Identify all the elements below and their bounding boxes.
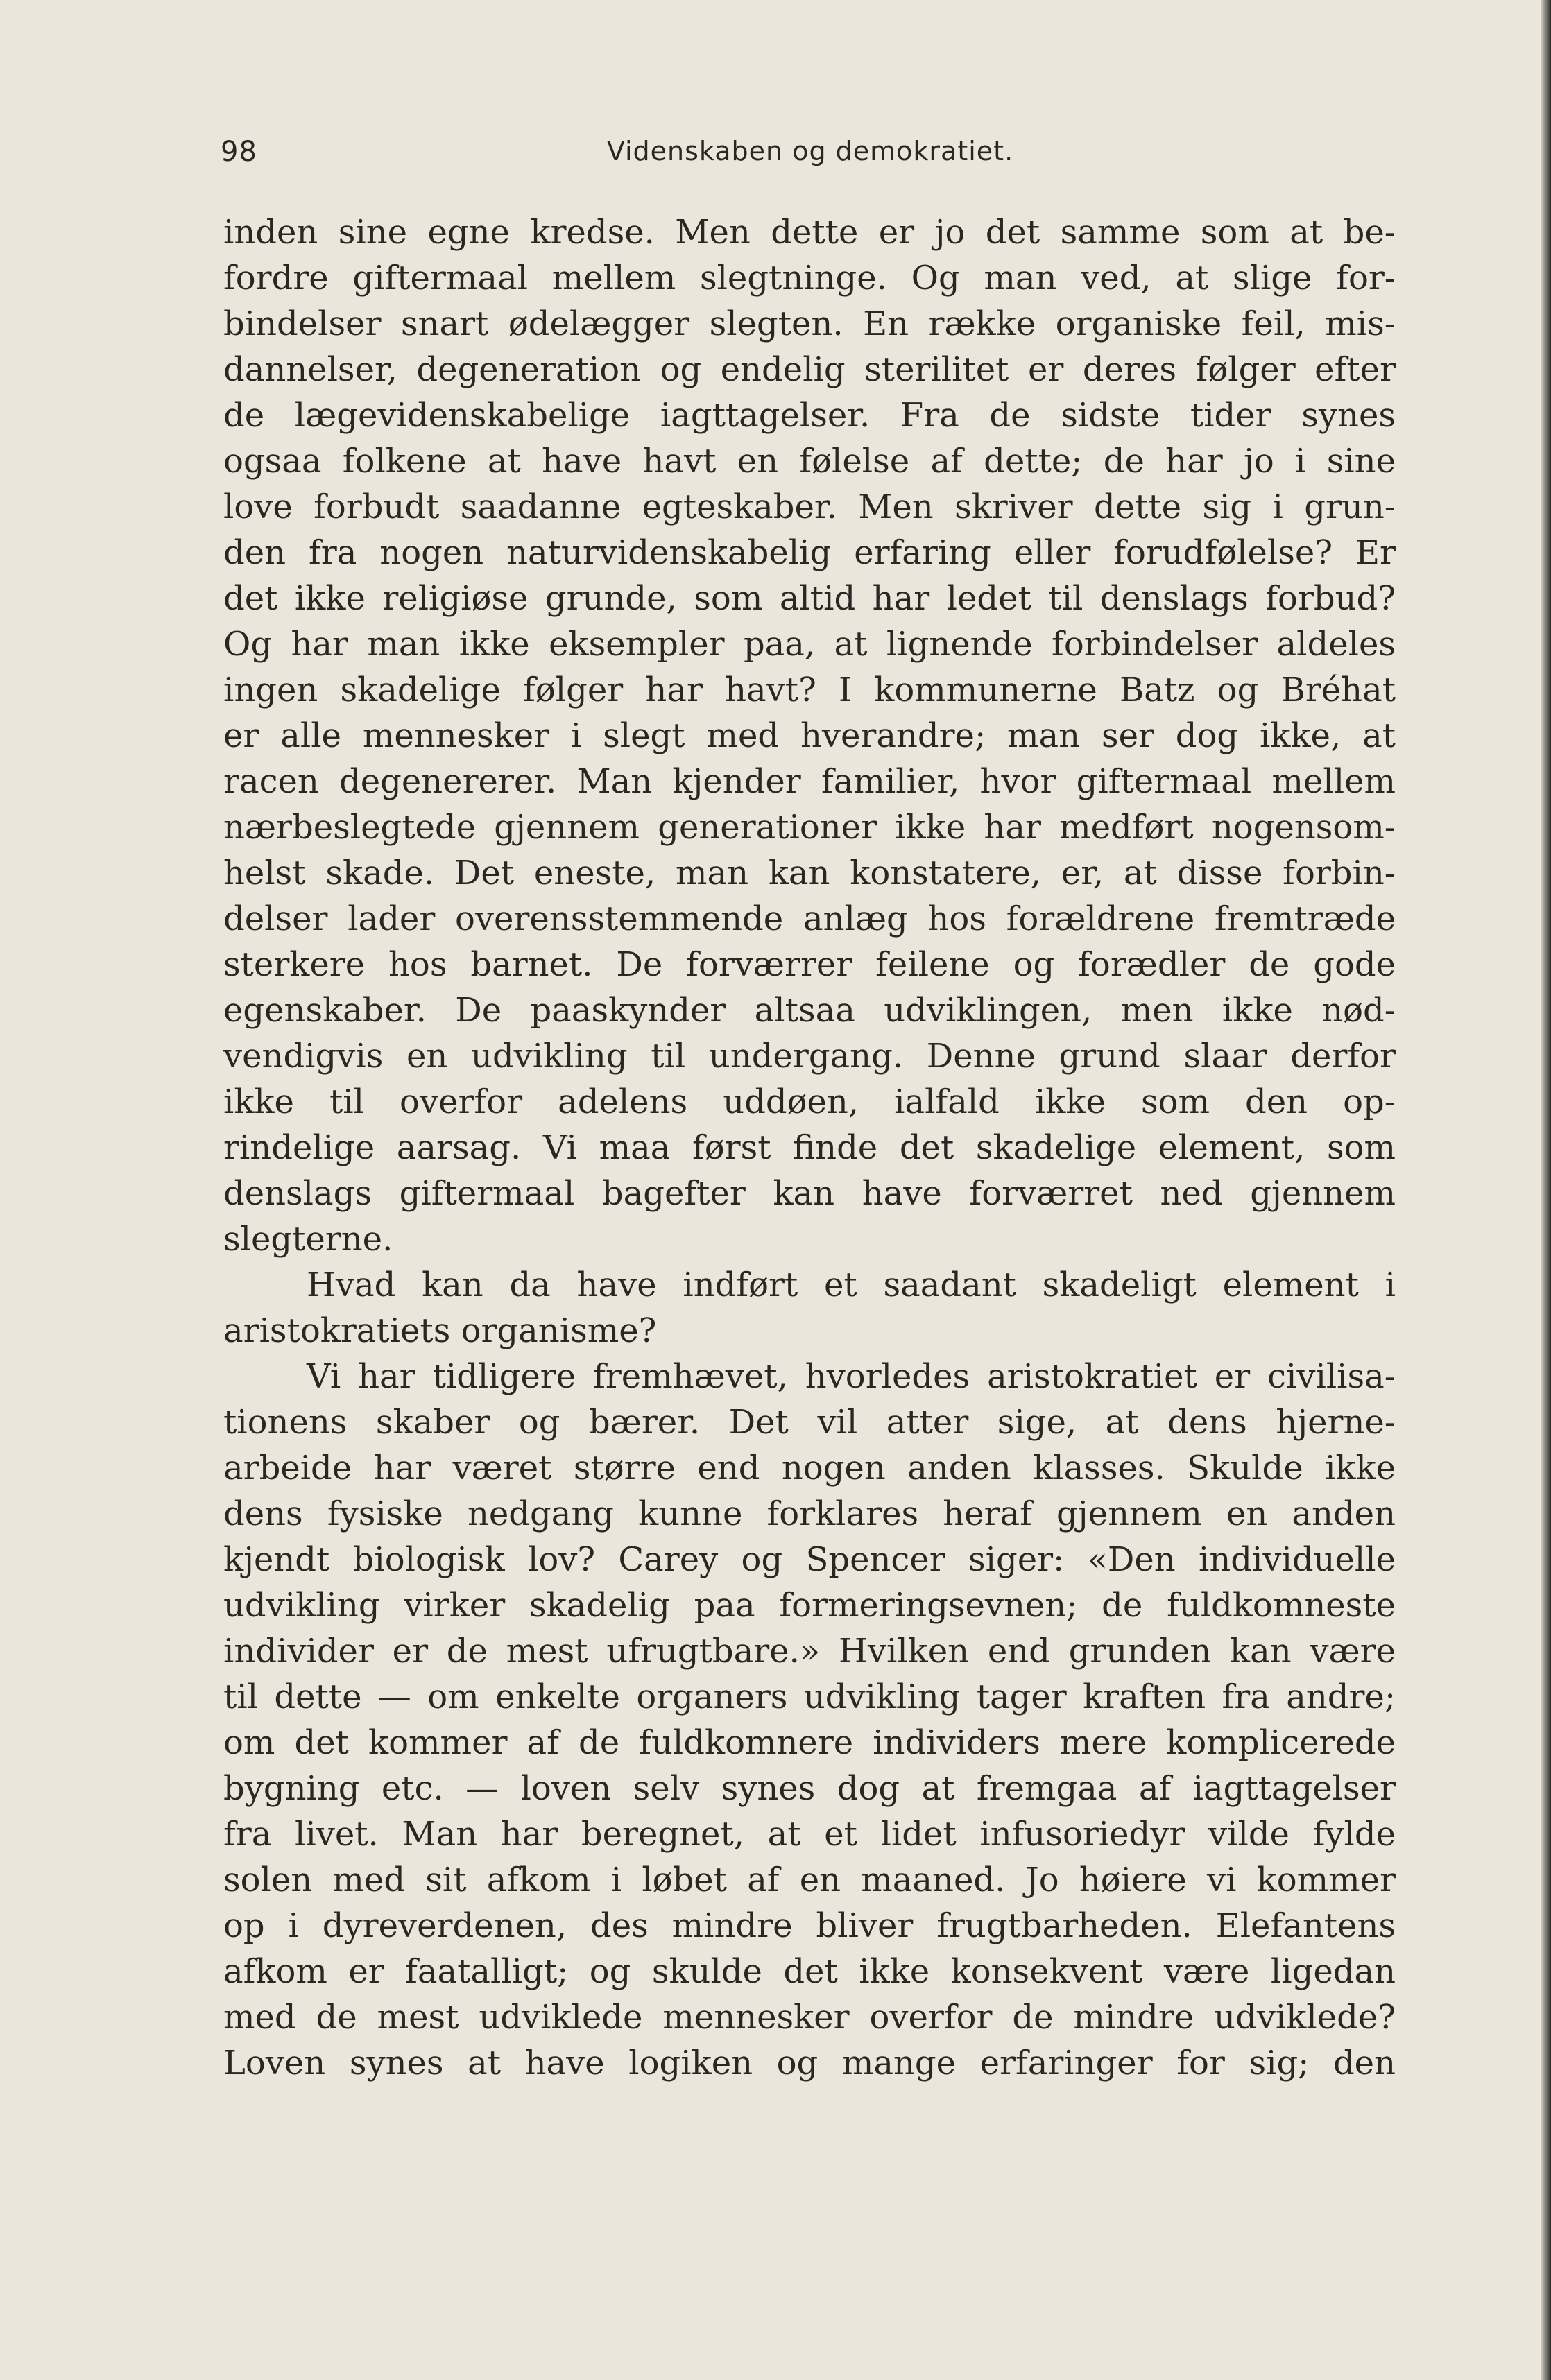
text-line: er alle mennesker i slegt med hverandre; man ser dog ikke, at [223,716,1396,755]
text-line: racen degenererer. Man kjender familier, hvor giftermaal mellem [223,762,1396,801]
body-text [223,209,1396,2086]
text-line: med de mest udviklede mennesker overfor de mindre udviklede? [223,1998,1396,2037]
text-line: fra livet. Man har beregnet, at et lidet infusoriedyr vilde fylde [223,1815,1396,1854]
text-line: bygning etc. — loven selv synes dog at fremgaa af iagttagelser [223,1769,1396,1808]
page-number: 98 [221,136,257,168]
text-line: de lægevidenskabelige iagttagelser. Fra de sidste tider synes [223,396,1396,435]
text-line: tionens skaber og bærer. Det vil atter sige, at dens hjerne- [223,1403,1396,1442]
text-line: rindelige aarsag. Vi maa først finde det skadelige element, som [223,1128,1396,1167]
text-line: bindelser snart ødelægger slegten. En række organiske feil, mis- [223,304,1396,343]
text-line: ikke til overfor adelens uddøen, ialfald ikke som den op- [223,1083,1396,1121]
text-line: Loven synes at have logiken og mange erfaringer for sig; den [223,2044,1396,2082]
text-line: love forbudt saadanne egteskaber. Men skriver dette sig i grun- [223,488,1396,526]
text-line: ingen skadelige følger har havt? I kommunerne Batz og Bréhat [223,671,1396,709]
text-line: Hvad kan da have indført et saadant skadeligt element i [307,1266,1396,1304]
text-line: dens fysiske nedgang kunne forklares heraf gjennem en anden [223,1494,1396,1533]
text-line: ogsaa folkene at have havt en følelse af dette; de har jo i sine [223,442,1396,481]
text-line: dannelser, degeneration og endelig sterilitet er deres følger efter [223,350,1396,389]
text-line: fordre giftermaal mellem slegtninge. Og man ved, at slige for- [223,259,1396,298]
text-line: nærbeslegtede gjennem generationer ikke har medført nogensom- [223,808,1396,847]
text-line: Vi har tidligere fremhævet, hvorledes aristokratiet er civilisa- [307,1357,1396,1396]
text-line: aristokratiets organisme? [223,1311,657,1350]
text-line: delser lader overensstemmende anlæg hos forældrene fremtræde [223,899,1396,938]
text-line: den fra nogen naturvidenskabelig erfaring eller forudfølelse? Er [223,533,1396,572]
text-line: kjendt biologisk lov? Carey og Spencer siger: «Den individuelle [223,1540,1396,1579]
text-line: arbeide har været større end nogen anden klasses. Skulde ikke [223,1449,1396,1488]
text-line: om det kommer af de fuldkomnere individers mere komplicerede [223,1723,1396,1762]
text-line: til dette — om enkelte organers udvikling tager kraften fra andre; [223,1678,1396,1716]
text-line: op i dyreverdenen, des mindre bliver frugtbarheden. Elefantens [223,1906,1396,1945]
text-line: det ikke religiøse grunde, som altid har ledet til denslags forbud? [223,579,1396,618]
text-line: sterkere hos barnet. De forværrer feilene og forædler de gode [223,945,1396,984]
text-line: slegterne. [223,1220,393,1259]
text-line: egenskaber. De paaskynder altsaa udviklingen, men ikke nød- [223,991,1396,1030]
page-header [221,136,1400,178]
page-edge-shadow [1541,0,1551,2380]
text-line: udvikling virker skadelig paa formeringsevnen; de fuldkomneste [223,1586,1396,1625]
text-line: individer er de mest ufrugtbare.» Hvilken end grunden kan være [223,1632,1396,1671]
text-line: Og har man ikke eksempler paa, at lignende forbindelser aldeles [223,625,1396,664]
text-line: afkom er faatalligt; og skulde det ikke konsekvent være ligedan [223,1952,1396,1991]
running-head: Videnskaben og demokratiet. [606,136,1014,166]
text-line: helst skade. Det eneste, man kan konstatere, er, at disse forbin- [223,854,1396,892]
text-line: denslags giftermaal bagefter kan have forværret ned gjennem [223,1174,1396,1213]
text-line: vendigvis en udvikling til undergang. Denne grund slaar derfor [223,1037,1396,1076]
text-line: solen med sit afkom i løbet af en maaned. Jo høiere vi kommer [223,1861,1396,1899]
text-line: inden sine egne kredse. Men dette er jo det samme som at be- [223,213,1396,252]
